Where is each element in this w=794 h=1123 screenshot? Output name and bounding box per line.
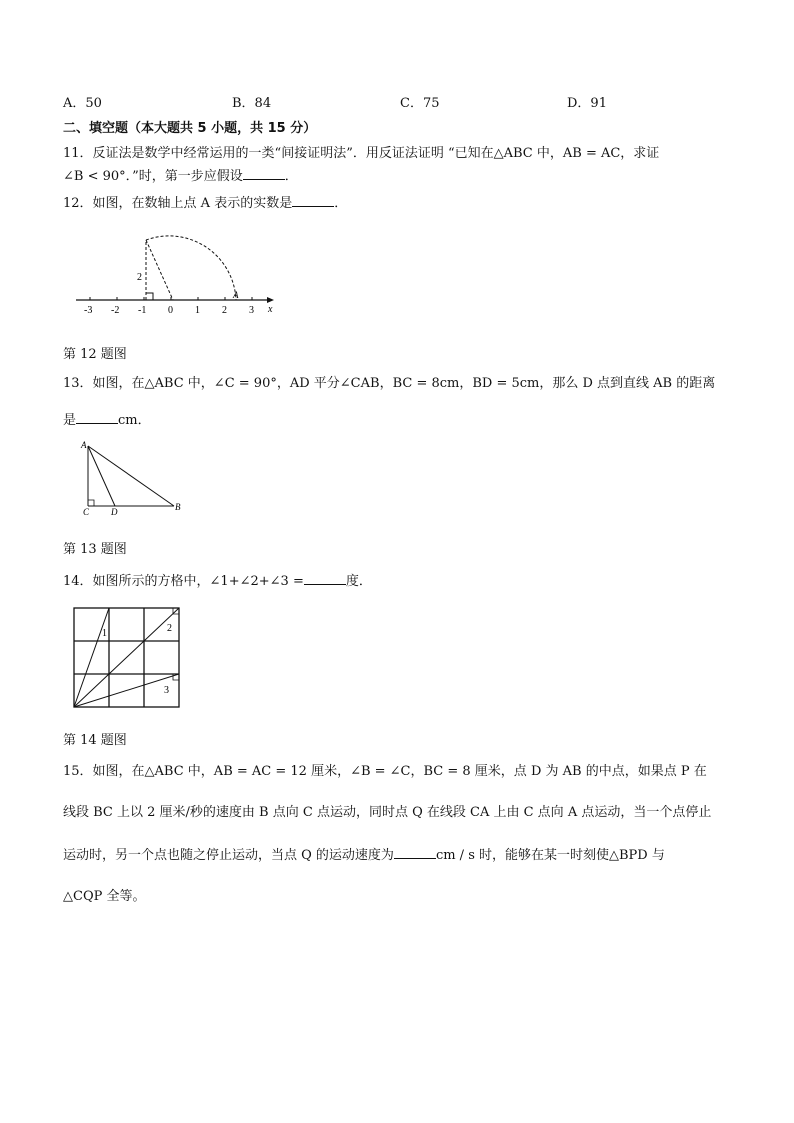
ray-1	[74, 608, 109, 707]
q12-text-a: 12．如图，在数轴上点 A 表示的实数是	[63, 196, 293, 211]
q15-answer-blank[interactable]	[394, 846, 436, 859]
tick-label: -2	[111, 305, 120, 316]
option-b: B．84	[232, 96, 272, 111]
q11-line2-end: ．	[284, 169, 298, 184]
point-a-label: A	[233, 290, 239, 300]
q13-line2	[63, 409, 151, 428]
q15-line1: 15．如图，在△ABC 中，AB = AC = 12 厘米，∠B = ∠C，BC = 8 厘米，点 D 为 AB 的中点，如果点 P 在	[63, 764, 707, 779]
q15-line3-end: cm / s 时，能够在某一时刻使△BPD 与	[435, 848, 665, 863]
tick-label: -1	[138, 305, 147, 316]
q12-caption: 第 12 题图	[63, 347, 127, 362]
q13-line2-text: 是	[63, 413, 77, 428]
tick-label: 2	[222, 305, 227, 316]
compass-arc	[146, 236, 236, 300]
option-a: A．50	[63, 96, 102, 111]
q11-answer-blank[interactable]	[243, 167, 285, 180]
option-d: D．91	[567, 96, 607, 111]
tick-label: 3	[249, 305, 254, 316]
q14-answer-blank[interactable]	[304, 572, 346, 585]
triangle-abc-figure	[78, 438, 188, 516]
angle-2-label: 2	[167, 623, 172, 634]
q12-text-b: ．	[334, 196, 348, 211]
q14-text-b: 度．	[345, 574, 372, 589]
side-ab	[88, 446, 174, 506]
tick-label: 0	[168, 305, 173, 316]
q11-line1: 11．反证法是数学中经常运用的一类“间接证明法”．用反证法证明 “已知在△ABC 中，AB = AC，求证	[63, 146, 660, 161]
q15-line3	[63, 844, 665, 863]
grid-angle-figure	[72, 606, 184, 710]
q12-answer-blank[interactable]	[292, 194, 334, 207]
vertex-a-label: A	[81, 440, 87, 450]
axis-arrow	[267, 297, 274, 303]
q11-line2-text: ∠B < 90°．”时，第一步应假设	[63, 169, 243, 184]
q14-text-a: 14．如图所示的方格中，∠1+∠2+∠3 =	[63, 574, 304, 589]
q15-line4: △CQP 全等。	[63, 889, 146, 904]
q14-text	[63, 570, 372, 589]
tick-label: 1	[195, 305, 200, 316]
q14-caption: 第 14 题图	[63, 733, 127, 748]
hypotenuse-segment	[146, 240, 173, 300]
number-line-figure	[60, 222, 290, 322]
section-title: 二、填空题（本大题共 5 小题，共 15 分）	[63, 121, 317, 136]
q15-line2: 线段 BC 上以 2 厘米/秒的速度由 B 点向 C 点运动，同时点 Q 在线段 CA 上由 C 点向 A 点运动，当一个点停止	[63, 805, 712, 820]
vertex-c-label: C	[83, 507, 90, 516]
tick-label: -3	[84, 305, 93, 316]
q13-answer-blank[interactable]	[76, 411, 118, 424]
angle-3-label: 3	[164, 685, 169, 696]
q11-line2	[63, 165, 298, 184]
q13-caption: 第 13 题图	[63, 542, 127, 557]
height-label: 2	[137, 272, 142, 283]
q12-text	[63, 192, 347, 211]
right-angle-mark	[146, 293, 153, 300]
q15-line3-text: 运动时，另一个点也随之停止运动，当点 Q 的运动速度为	[63, 848, 394, 863]
angle-1-label: 1	[102, 628, 107, 639]
axis-x-label: x	[268, 304, 273, 315]
right-angle-c	[88, 500, 94, 506]
q13-line2-end: cm．	[118, 413, 151, 428]
point-d-label: D	[111, 507, 118, 516]
vertex-b-label: B	[175, 502, 181, 512]
option-c: C．75	[400, 96, 440, 111]
q13-line1: 13．如图，在△ABC 中，∠C = 90°，AD 平分∠CAB，BC = 8cm，BD = 5cm，那么 D 点到直线 AB 的距离	[63, 376, 716, 391]
